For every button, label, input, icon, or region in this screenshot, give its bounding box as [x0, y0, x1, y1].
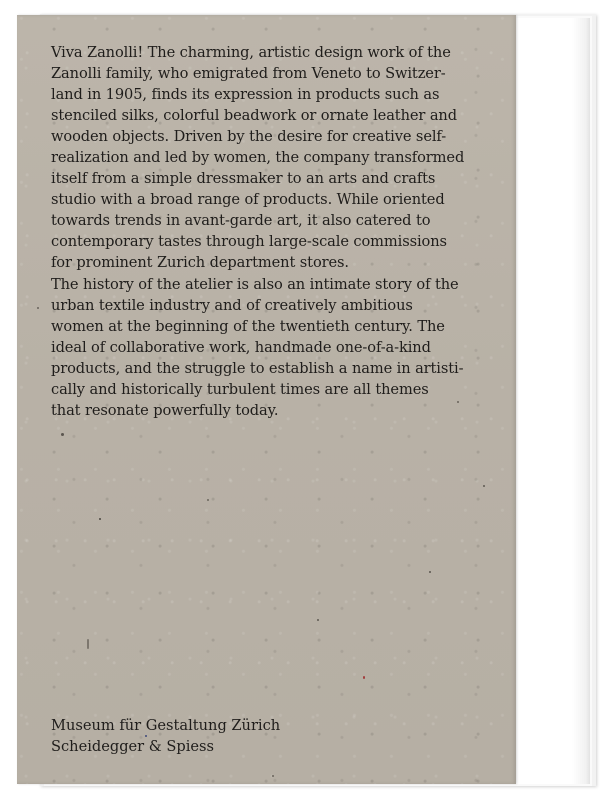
- blurb-line: Zanolli family, who emigrated from Veneto to Switzer-: [51, 65, 446, 83]
- paper-speck: [483, 485, 485, 487]
- blurb-line: contemporary tastes through large-scale commissions: [51, 233, 447, 251]
- publisher-press: Scheidegger & Spiess: [51, 737, 215, 755]
- blurb-line: that resonate powerfully today.: [51, 401, 279, 419]
- blurb-line: The history of the atelier is also an intimate story of the: [51, 275, 459, 293]
- paper-speck: [61, 433, 64, 436]
- blurb-line: stenciled silks, colorful beadwork or ornate leather and: [51, 107, 457, 125]
- paper-speck: [429, 571, 431, 573]
- blurb-line: studio with a broad range of products. While oriented: [51, 191, 445, 209]
- blurb-line: urban textile industry and of creatively ambitious: [51, 296, 413, 314]
- blurb-line: land in 1905, finds its expression in products such as: [51, 86, 440, 104]
- blurb-line: wooden objects. Driven by the desire for creative self-: [51, 128, 447, 146]
- paper-speck: [99, 518, 101, 520]
- blurb-line: for prominent Zurich department stores.: [51, 254, 349, 272]
- blurb-paragraph-1: [51, 42, 491, 274]
- paper-speck: [272, 775, 274, 777]
- blurb-line: ideal of collaborative work, handmade one-of-a-kind: [51, 338, 431, 356]
- blurb-line: itself from a simple dressmaker to an arts and crafts: [51, 170, 436, 188]
- blurb-line: cally and historically turbulent times are all themes: [51, 380, 429, 398]
- publisher-museum: Museum für Gestaltung Zürich: [51, 717, 281, 734]
- paper-speck: [207, 499, 209, 501]
- blurb-line: realization and led by women, the company transformed: [51, 149, 465, 167]
- paper-speck: [87, 639, 89, 649]
- publisher-block: [51, 716, 280, 757]
- paper-speck: [37, 307, 39, 309]
- blurb-line: products, and the struggle to establish a name in artisti-: [51, 359, 464, 377]
- blurb-line: Viva Zanolli! The charming, artistic design work of the: [51, 44, 451, 61]
- blurb-text: [51, 42, 491, 421]
- blurb-line: women at the beginning of the twentieth century. The: [51, 317, 445, 335]
- paper-speck: [363, 676, 365, 679]
- blurb-paragraph-2: [51, 274, 491, 421]
- paper-speck: [317, 619, 319, 621]
- blurb-line: towards trends in avant-garde art, it also catered to: [51, 212, 431, 230]
